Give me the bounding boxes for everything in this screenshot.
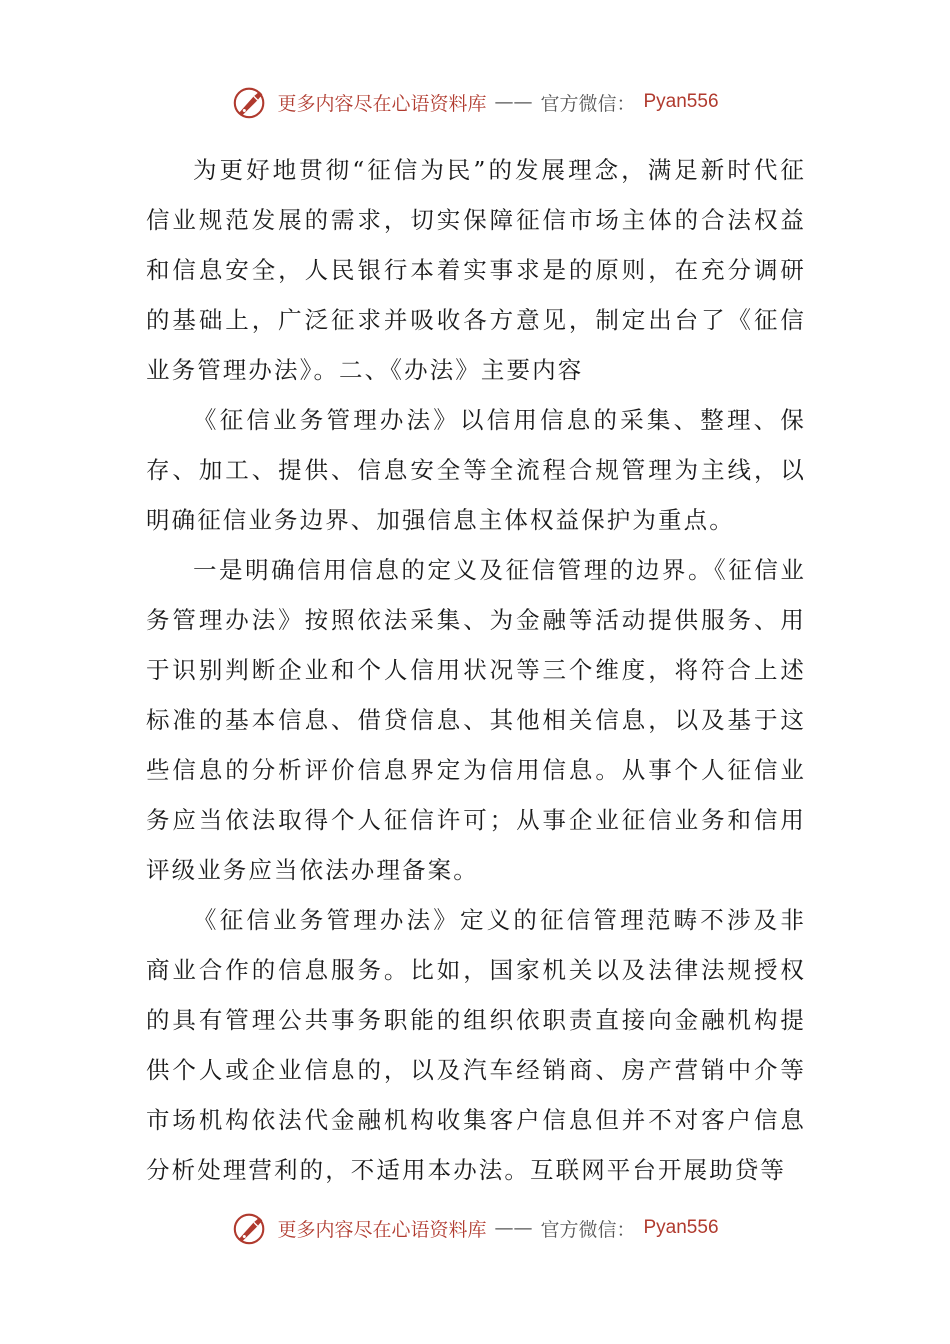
banner-dash: ——	[494, 91, 533, 113]
paragraph-1: 为更好地贯彻“征信为民”的发展理念，满足新时代征信业规范发展的需求，切实保障征信市场主体的合法权益和信息安全，人民银行本着实事求是的原则，在充分调研的基础上，广泛征求并吸收各方意见，制定出台了《征信业务管理办法》。二、《办法》主要内容	[146, 156, 806, 384]
banner-slogan: 更多内容尽在心语资料库	[277, 92, 487, 115]
banner-slogan: 更多内容尽在心语资料库	[277, 1218, 487, 1241]
document-body	[146, 145, 806, 1195]
paragraph-3: 一是明确信用信息的定义及征信管理的边界。《征信业务管理办法》按照依法采集、为金融等活动提供服务、用于识别判断企业和个人信用状况等三个维度，将符合上述标准的基本信息、借贷信息、其他相关信息，以及基于这些信息的分析评价信息界定为信用信息。从事个人征信业务应当依法取得个人征信许可；从事企业征信业务和信用评级业务应当依法办理备案。	[146, 556, 806, 884]
paragraph-2: 《征信业务管理办法》以信用信息的采集、整理、保存、加工、提供、信息安全等全流程合规管理为主线，以明确征信业务边界、加强信息主体权益保护为重点。	[146, 406, 806, 534]
header-banner	[0, 80, 950, 124]
banner-dash: ——	[494, 1217, 533, 1239]
banner-wechat-label: 官方微信：	[540, 1218, 636, 1241]
banner-wechat-label: 官方微信：	[540, 92, 636, 115]
pen-nib-logo-icon	[231, 83, 269, 121]
paragraph-4: 《征信业务管理办法》定义的征信管理范畴不涉及非商业合作的信息服务。比如，国家机关以及法律法规授权的具有管理公共事务职能的组织依职责直接向金融机构提供个人或企业信息的，以及汽车经销商、房产营销中介等市场机构依法代金融机构收集客户信息但并不对客户信息分析处理营利的，不适用本办法。互联网平台开展助贷等	[146, 906, 806, 1184]
banner-wechat-id: Pyan556	[643, 91, 719, 112]
pen-nib-logo-icon	[231, 1209, 269, 1247]
footer-banner	[0, 1206, 950, 1250]
banner-wechat-id: Pyan556	[643, 1217, 719, 1238]
